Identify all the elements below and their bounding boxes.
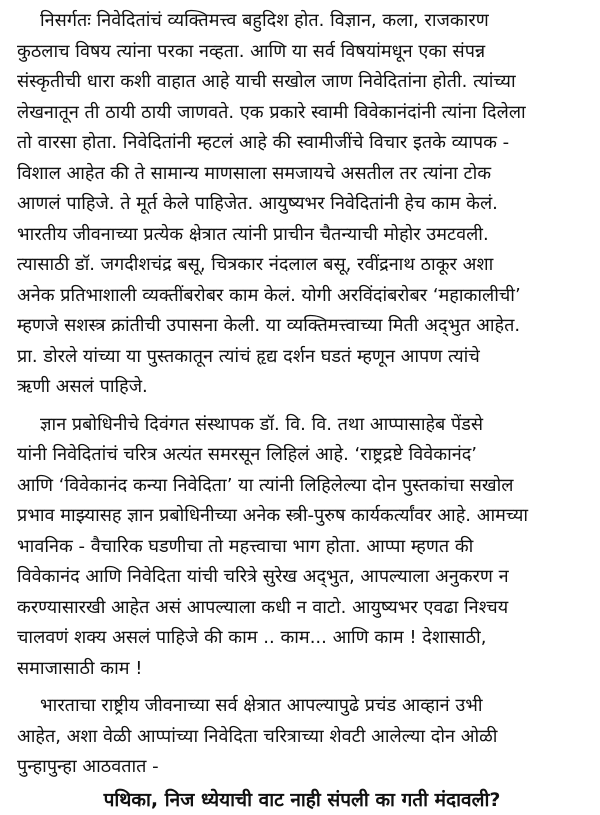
text-line: म्हणजे सशस्त्र क्रांतीची उपासना केली. या व्यक्तिमत्त्वाच्या मिती अद्‌भुत आहेत. xyxy=(17,311,587,342)
text-line: चालवणं शक्य असलं पाहिजे की काम .. काम... आणि काम ! देशासाठी, xyxy=(17,623,587,654)
text-line: अनेक प्रतिभाशाली व्यक्तींबरोबर काम केलं. योगी अरविंदांबरोबर ‘महाकालीची’ xyxy=(17,281,587,312)
text-line: पुन्हापुन्हा आठवतात - xyxy=(17,752,587,783)
text-line: आणि ‘विवेकानंद कन्या निवेदिता’ या त्यांनी लिहिलेल्या दोन पुस्तकांचा सखोल xyxy=(17,471,587,502)
text-line: ऋणी असलं पाहिजे. xyxy=(17,372,587,403)
text-line: त्यासाठी डॉ. जगदीशचंद्र बसू, चित्रकार नंदलाल बसू, रवींद्रनाथ ठाकूर अशा xyxy=(17,250,587,281)
text-line: आहेत, अशा वेळी आप्पांच्या निवेदिता चरित्राच्या शेवटी आलेल्या दोन ओळी xyxy=(17,722,587,753)
text-line: प्रा. डोरले यांच्या या पुस्तकातून त्यांचं हृद्य दर्शन घडतं म्हणून आपण त्यांचे xyxy=(17,342,587,373)
text-line: विवेकानंद आणि निवेदिता यांची चरित्रे सुरेख अद्‌भुत, आपल्याला अनुकरण न xyxy=(17,562,587,593)
text-line: निसर्गतः निवेदितांचं व्यक्तिमत्त्व बहुदिश होत. विज्ञान, कला, राजकारण xyxy=(17,6,587,37)
text-line: भारतीय जीवनाच्या प्रत्येक क्षेत्रात त्यांनी प्राचीन चैतन्याची मोहोर उमटवली. xyxy=(17,220,587,251)
text-line: भारताचा राष्ट्रीय जीवनाच्या सर्व क्षेत्रात आपल्यापुढे प्रचंड आव्हानं उभी xyxy=(17,691,587,722)
text-line: विशाल आहेत की ते सामान्य माणसाला समजायचे असतील तर त्यांना टोक xyxy=(17,159,587,190)
paragraph-spacer xyxy=(17,684,587,691)
verse-line: पथिका, निज ध्येयाची वाट नाही संपली का गती मंदावली? xyxy=(17,785,587,815)
paragraph-3 xyxy=(17,691,587,783)
text-line: भावनिक - वैचारिक घडणीचा तो महत्त्वाचा भाग होता. आप्पा म्हणत की xyxy=(17,532,587,563)
text-line: करण्यासारखी आहेत असं आपल्याला कधी न वाटो. आयुष्यभर एवढा निश्चय xyxy=(17,593,587,624)
text-line: तो वारसा होता. निवेदितांनी म्हटलं आहे की स्वामीजींचे विचार इतके व्यापक - xyxy=(17,128,587,159)
document-page xyxy=(17,6,587,815)
paragraph-spacer xyxy=(17,403,587,410)
text-line: यांनी निवेदितांचं चरित्र अत्यंत समरसून लिहिलं आहे. ‘राष्ट्रद्रष्टे विवेकानंद’ xyxy=(17,440,587,471)
text-line: लेखनातून ती ठायी ठायी जाणवते. एक प्रकारे स्वामी विवेकानंदांनी त्यांना दिलेला xyxy=(17,98,587,129)
text-line: कुठलाच विषय त्यांना परका नव्हता. आणि या सर्व विषयांमधून एका संपन्न xyxy=(17,37,587,68)
text-line: संस्कृतीची धारा कशी वाहात आहे याची सखोल जाण निवेदितांना होती. त्यांच्या xyxy=(17,67,587,98)
text-line: प्रभाव माझ्यासह ज्ञान प्रबोधिनीच्या अनेक स्त्री-पुरुष कार्यकर्त्यांवर आहे. आमच्या xyxy=(17,501,587,532)
text-line: ज्ञान प्रबोधिनीचे दिवंगत संस्थापक डॉ. वि. वि. तथा आप्पासाहेब पेंडसे xyxy=(17,410,587,441)
text-line: समाजासाठी काम ! xyxy=(17,654,587,685)
paragraph-1 xyxy=(17,6,587,403)
text-line: आणलं पाहिजे. ते मूर्त केले पाहिजेत. आयुष्यभर निवेदितांनी हेच काम केलं. xyxy=(17,189,587,220)
paragraph-2 xyxy=(17,410,587,685)
